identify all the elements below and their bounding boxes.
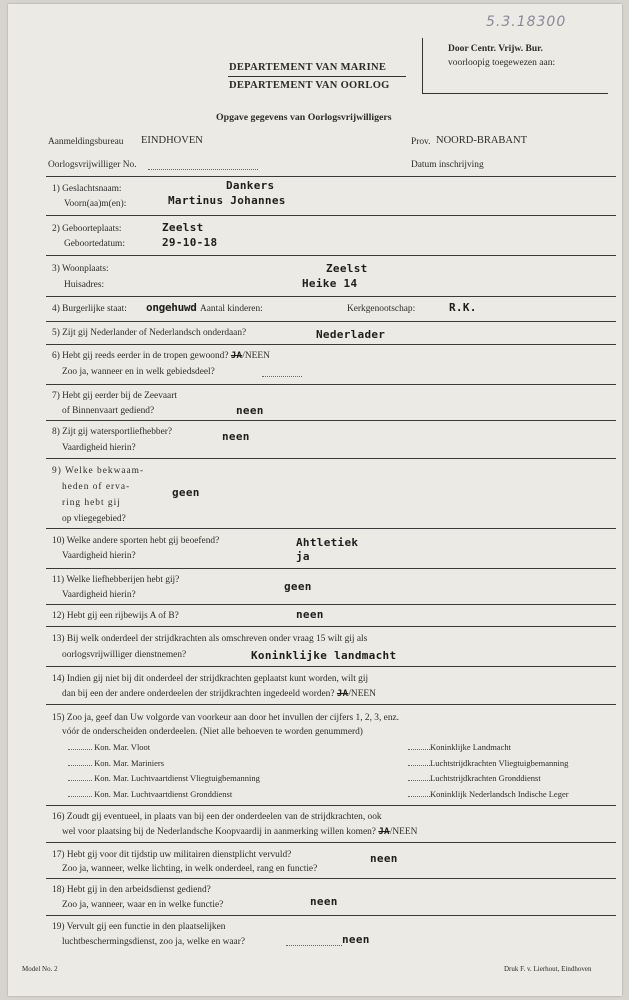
q6-label-tropics: 6) Hebt gij reeds eerder in de tropen gewoond? JA/NEEN [52, 351, 270, 361]
q10-value-b: ja [296, 550, 310, 563]
dept-oorlog: DEPARTEMENT VAN OORLOG [229, 80, 390, 91]
archive-number: 5.3.18300 [486, 14, 567, 30]
q6-struck: JA [230, 351, 243, 361]
footer-printer: Druk F. v. Lierhout, Eindhoven [504, 965, 592, 973]
q12-label: 12) Hebt gij een rijbewijs A of B? [52, 611, 179, 621]
dept-divider [228, 76, 406, 77]
q3-label-address: Huisadres: [64, 280, 105, 290]
rule [46, 568, 616, 569]
rule [46, 420, 616, 421]
q6-label-where: Zoo ja, wanneer en in welk gebiedsdeel? [62, 367, 215, 377]
q4-label-civil-status: 4) Burgerlijke staat: [52, 304, 127, 314]
q11-label-b: Vaardigheid hierin? [62, 590, 136, 600]
q14-label-a: 14) Indien gij niet bij dit onderdeel der strijdkrachten geplaatst kunt worden, wilt gij [52, 674, 369, 684]
q16-label-a: 16) Zoudt gij eventueel, in plaats van bij een der onderdeelen van de strijdkrachten, ook [52, 812, 382, 822]
q13-value: Koninklijke landmacht [251, 649, 397, 662]
q12-value: neen [296, 608, 324, 621]
q2-birthplace: Zeelst [162, 221, 204, 234]
rule [46, 626, 616, 627]
q4-civil-status: ongehuwd [146, 301, 197, 314]
form-page [8, 4, 622, 996]
dept-marine: DEPARTEMENT VAN MARINE [229, 62, 387, 73]
q19-line [286, 945, 342, 946]
q1-label-surname: 1) Geslachtsnaam: [52, 184, 122, 194]
q9-value: geen [172, 486, 200, 499]
q11-value: geen [284, 580, 312, 593]
q15-option-left: Kon. Mar. Luchtvaartdienst Gronddienst [68, 789, 308, 805]
q1-surname: Dankers [226, 179, 275, 192]
rule [46, 528, 616, 529]
rule [46, 915, 616, 916]
rule [46, 215, 616, 216]
rule [46, 176, 616, 177]
footer-model: Model No. 2 [22, 965, 58, 973]
q9-label-c: ring hebt gij [62, 498, 121, 508]
q15-option-right: Koninklijke Landmacht [408, 742, 618, 758]
prov-value: NOORD-BRABANT [436, 135, 528, 146]
q7-label-b: of Binnenvaart gediend? [62, 406, 155, 416]
q8-label-a: 8) Zijt gij watersportliefhebber? [52, 427, 173, 437]
q15-option-right: Luchtstrijdkrachten Vliegtuigbemanning [408, 758, 618, 774]
q18-label-b: Zoo ja, wanneer, waar en in welke functie? [62, 900, 224, 910]
q17-value: neen [370, 852, 398, 865]
q2-label-birthplace: 2) Geboorteplaats: [52, 224, 122, 234]
q15-options-left [68, 742, 308, 804]
bureau-label: Aanmeldingsbureau [48, 137, 124, 147]
rule [46, 344, 616, 345]
q15-option-right: Koninklijk Nederlandsch Indische Leger [408, 789, 618, 805]
rule [46, 878, 616, 879]
q16-label-b: wel voor plaatsing bij de Nederlandsche Koopvaardij in aanmerking willen komen? JA/NEEN [62, 827, 418, 837]
q4-church: R.K. [449, 301, 477, 314]
q10-value-a: Ahtletiek [296, 536, 359, 549]
allocation-box-title: Door Centr. Vrijw. Bur. [448, 44, 543, 54]
rule [46, 666, 616, 667]
q13-label-a: 13) Bij welk onderdeel der strijdkrachten als omschreven onder vraag 15 wilt gij als [52, 634, 368, 644]
q15-option-left: Kon. Mar. Mariniers [68, 758, 308, 774]
q6-line [262, 376, 302, 377]
q1-firstnames: Martinus Johannes [168, 194, 286, 207]
q7-value: neen [236, 404, 264, 417]
q3-address: Heike 14 [302, 277, 358, 290]
q15-options-right [408, 742, 618, 804]
rule [46, 296, 616, 297]
q6-value: /NEEN [242, 351, 270, 361]
q14-struck: JA [336, 689, 349, 699]
q8-label-b: Vaardigheid hierin? [62, 443, 136, 453]
rule [46, 704, 616, 705]
q5-label: 5) Zijt gij Nederlander of Nederlandsch onderdaan? [52, 328, 247, 338]
q19-label-a: 19) Vervult gij een functie in den plaatselijken [52, 922, 226, 932]
rule [46, 805, 616, 806]
q17-label-a: 17) Hebt gij voor dit tijdstip uw militairen dienstplicht vervuld? [52, 850, 292, 860]
q5-value: Nederlader [316, 328, 386, 341]
q15-label-b: vóór de onderscheiden onderdeelen. (Niet alle behoeven te worden genummerd) [62, 727, 363, 737]
q15-label-a: 15) Zoo ja, geef dan Uw volgorde van voorkeur aan door het invullen der cijfers 1, 2, 3, enz. [52, 713, 400, 723]
q2-label-birthdate: Geboortedatum: [64, 239, 125, 249]
q15-option-left: Kon. Mar. Luchtvaartdienst Vliegtuigbemanning [68, 773, 308, 789]
q11-label-a: 11) Welke liefhebberijen hebt gij? [52, 575, 180, 585]
q3-label-residence: 3) Woonplaats: [52, 264, 109, 274]
allocation-box-subtitle: voorloopig toegewezen aan: [448, 58, 556, 68]
q3-residence: Zeelst [326, 262, 368, 275]
q15-option-left: Kon. Mar. Vloot [68, 742, 308, 758]
q13-label-b: oorlogsvrijwilliger dienstnemen? [62, 650, 187, 660]
rule [46, 458, 616, 459]
q16-struck: JA [378, 827, 390, 837]
q1-label-firstnames: Voorn(aa)m(en): [64, 199, 127, 209]
q19-value: neen [342, 933, 370, 946]
q9-label-d: op vliegegebied? [62, 514, 126, 524]
rule [46, 842, 616, 843]
q14-label-b: dan bij een der andere onderdeelen der strijdkrachten ingedeeld worden? JA/NEEN [62, 689, 376, 699]
q10-label-a: 10) Welke andere sporten hebt gij beoefend? [52, 536, 220, 546]
q18-value: neen [310, 895, 338, 908]
q4-label-children: Aantal kinderen: [200, 304, 263, 314]
q10-label-b: Vaardigheid hierin? [62, 551, 136, 561]
q19-label-b: luchtbeschermingsdienst, zoo ja, welke en waar? [62, 937, 246, 947]
bureau-value: EINDHOVEN [141, 135, 203, 146]
q8-value: neen [222, 430, 250, 443]
prov-label: Prov. [411, 137, 431, 147]
q7-label-a: 7) Hebt gij eerder bij de Zeevaart [52, 391, 177, 401]
q16-value: /NEEN [389, 827, 418, 837]
date-label: Datum inschrijving [411, 160, 484, 170]
q4-label-church: Kerkgenootschap: [347, 304, 416, 314]
form-title: Opgave gegevens van Oorlogsvrijwilligers [216, 112, 392, 123]
rule [46, 604, 616, 605]
rule [46, 321, 616, 322]
q18-label-a: 18) Hebt gij in den arbeidsdienst gediend? [52, 885, 211, 895]
q2-birthdate: 29-10-18 [162, 236, 218, 249]
q15-option-right: Luchtstrijdkrachten Gronddienst [408, 773, 618, 789]
rule [46, 384, 616, 385]
q9-label-a: 9) Welke bekwaam- [52, 466, 145, 476]
volunteer-no-line [148, 169, 258, 170]
rule [46, 255, 616, 256]
q9-label-b: heden of erva- [62, 482, 131, 492]
volunteer-no-label: Oorlogsvrijwilliger No. [48, 160, 137, 170]
q17-label-b: Zoo ja, wanneer, welke lichting, in welk onderdeel, rang en functie? [62, 864, 318, 874]
q14-value: /NEEN [348, 689, 376, 699]
